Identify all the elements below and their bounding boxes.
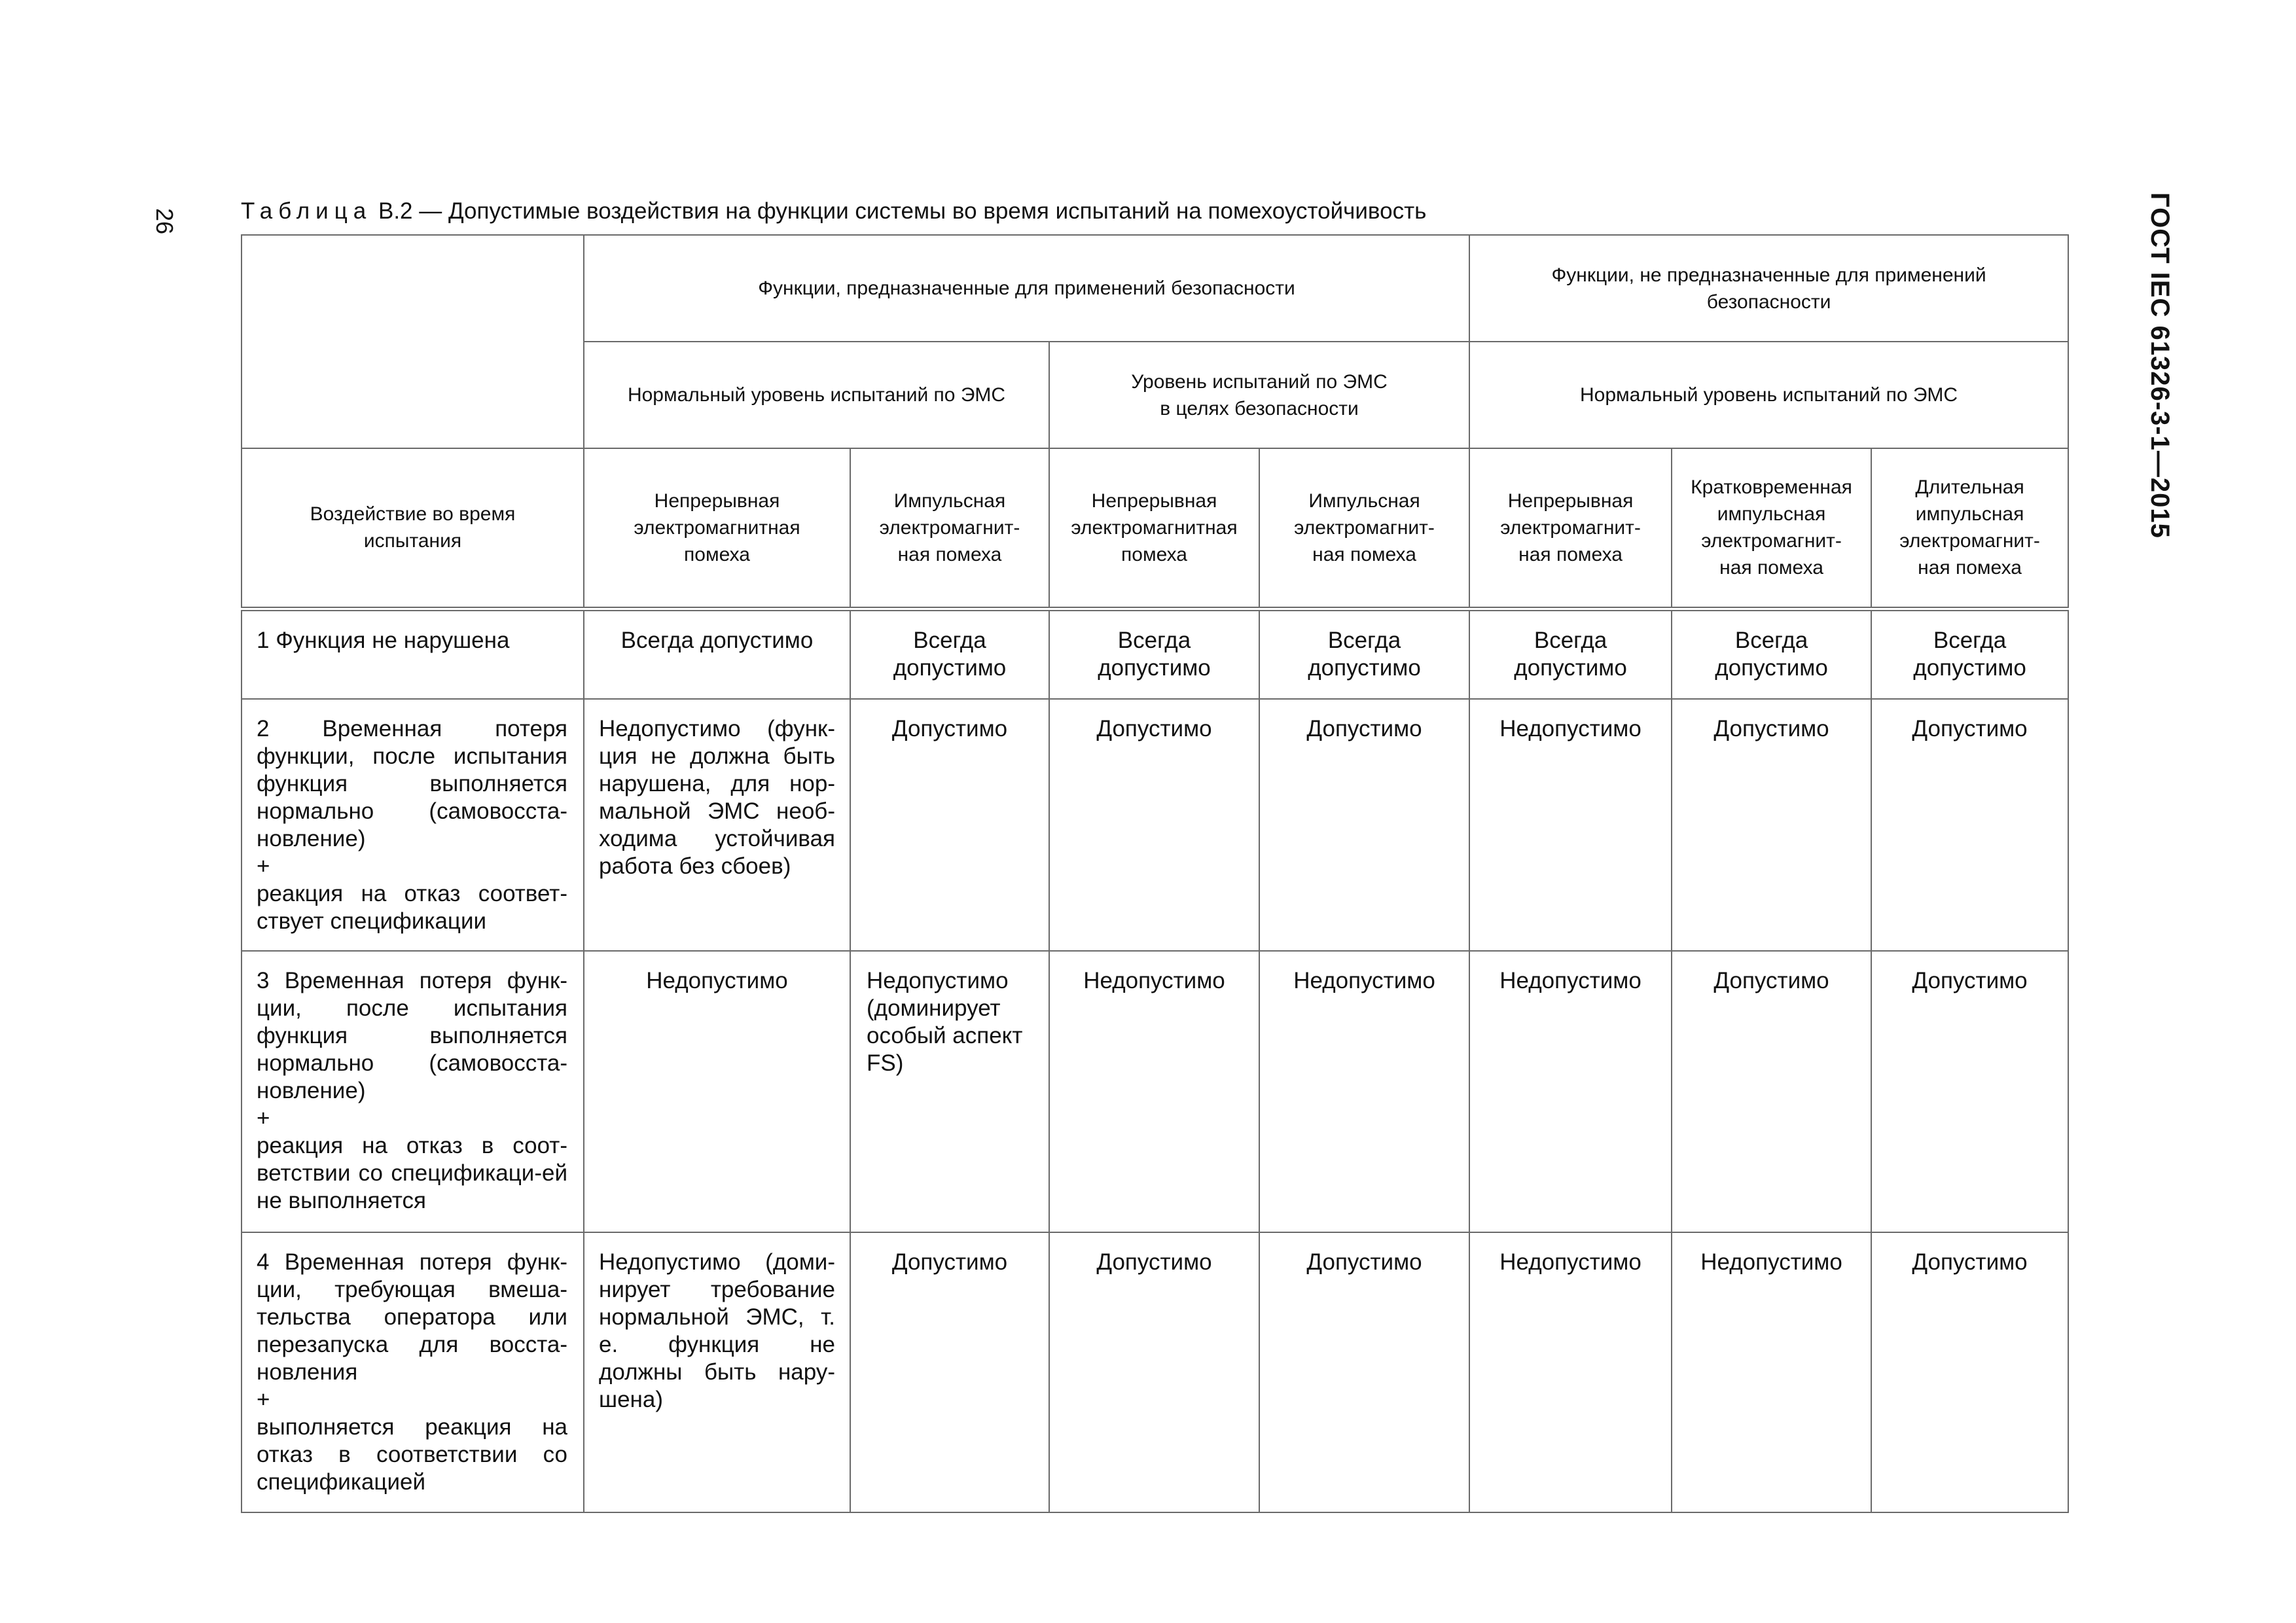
table-cell: Допустимо — [1259, 699, 1469, 951]
table-cell: Допустимо — [1871, 699, 2068, 951]
table-cell: Всегда допустимо — [1049, 609, 1259, 699]
effects-table — [241, 234, 2069, 1513]
row-label: 1 Функция не нарушена — [242, 609, 584, 699]
header-effect: Воздействие во время испытания — [242, 448, 584, 609]
page-number: 26 — [151, 208, 178, 235]
table-row — [242, 1232, 2068, 1512]
header-col-3: Непрерывная электромагнитная помеха — [1049, 448, 1259, 609]
table-cell: Недопустимо (доми-нирует требование нормальной ЭМС, т. е. функция не должны быть нару-шена) — [584, 1232, 850, 1512]
table-cell: Всегда допустимо — [1469, 609, 1672, 699]
table-row — [242, 609, 2068, 699]
table-cell: Всегда допустимо — [1871, 609, 2068, 699]
header-col-6: Кратковременная импульсная электромагнит- ная помеха — [1672, 448, 1871, 609]
table-cell: Допустимо — [1871, 1232, 2068, 1512]
group-header-row — [242, 235, 2068, 342]
table-cell: Недопустимо (функ-ция не должна быть нарушена, для нор-мальной ЭМС необ-ходима устойчивая работа без сбоев) — [584, 699, 850, 951]
document-id-text: ГОСТ IEC 61326-3-1—2015 — [2145, 192, 2174, 539]
header-col-5: Непрерывная электромагнит- ная помеха — [1469, 448, 1672, 609]
header-col-4: Импульсная электромагнит- ная помеха — [1259, 448, 1469, 609]
table-cell: Допустимо — [1672, 951, 1871, 1232]
table-cell: Допустимо — [1672, 699, 1871, 951]
table-cell: Недопустимо — [1259, 951, 1469, 1232]
corner-cell — [242, 235, 584, 448]
header-col-2: Импульсная электромагнит- ная помеха — [850, 448, 1049, 609]
table-cell: Всегда допустимо — [850, 609, 1049, 699]
table-cell: Всегда допустимо — [1259, 609, 1469, 699]
header-normal-level-non-safety: Нормальный уровень испытаний по ЭМС — [1469, 342, 2068, 448]
table-caption — [241, 198, 1426, 224]
table-cell: Допустимо — [850, 699, 1049, 951]
table-cell: Недопустимо (доминирует особый аспект FS) — [850, 951, 1049, 1232]
header-safety-functions: Функции, предназначенные для применений безопасности — [584, 235, 1469, 342]
header-col-1: Непрерывная электромагнитная помеха — [584, 448, 850, 609]
caption-prefix: Таблица — [241, 198, 372, 224]
header-non-safety-functions: Функции, не предназначенные для применений безопасности — [1469, 235, 2068, 342]
document-id — [2112, 192, 2174, 539]
table-cell: Допустимо — [1049, 1232, 1259, 1512]
table-cell: Допустимо — [1049, 699, 1259, 951]
table-cell: Недопустимо — [1469, 951, 1672, 1232]
column-header-row — [242, 448, 2068, 609]
table-row — [242, 699, 2068, 951]
table-cell: Недопустимо — [1469, 1232, 1672, 1512]
table-cell: Допустимо — [850, 1232, 1049, 1512]
table-cell: Недопустимо — [1672, 1232, 1871, 1512]
table-row — [242, 951, 2068, 1232]
caption-text: В.2 — Допустимые воздействия на функции системы во время испытаний на помехоустойчивость — [378, 198, 1427, 224]
table-cell: Допустимо — [1871, 951, 2068, 1232]
table-cell: Допустимо — [1259, 1232, 1469, 1512]
table-cell: Всегда допустимо — [1672, 609, 1871, 699]
table-cell: Недопустимо — [584, 951, 850, 1232]
header-col-7: Длительная импульсная электромагнит- ная помеха — [1871, 448, 2068, 609]
row-label: 3 Временная потеря функ-ции, после испытания функция выполняется нормально (самовосста-новление) + реакция на отказ в соот-ветствии со спецификаци-ей не выполняется — [242, 951, 584, 1232]
table-cell: Недопустимо — [1049, 951, 1259, 1232]
table-cell: Недопустимо — [1469, 699, 1672, 951]
table-cell: Всегда допустимо — [584, 609, 850, 699]
header-emc-safety-level: Уровень испытаний по ЭМС в целях безопасности — [1049, 342, 1469, 448]
header-normal-level-safety: Нормальный уровень испытаний по ЭМС — [584, 342, 1049, 448]
row-label: 2 Временная потеря функции, после испытания функция выполняется нормально (самовосста-новление) + реакция на отказ соответ-ствует спецификации — [242, 699, 584, 951]
row-label: 4 Временная потеря функ-ции, требующая вмеша-тельства оператора или перезапуска для восста-новления + выполняется реакция на отказ в соответствии со спецификацией — [242, 1232, 584, 1512]
